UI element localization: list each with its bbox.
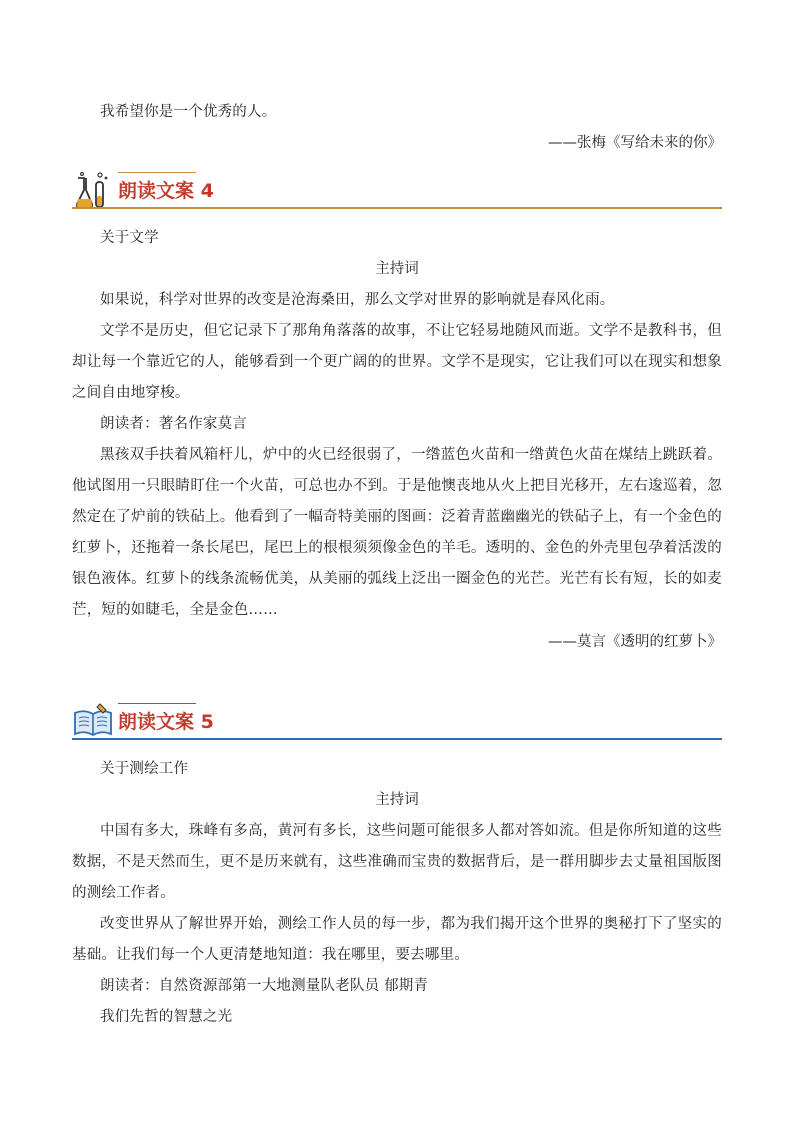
section-4-title: 朗读文案 4 (118, 180, 214, 202)
section-4-paragraph: 文学不是历史，但它记录下了那角角落落的故事，不让它轻易地随风而逝。文学不是教科书，但却让每一个靠近它的人，能够看到一个更广阔的的世界。文学不是现实，它让我们可以在现实和想象之间自由地穿梭。 (72, 323, 722, 401)
section-4-excerpt: 黑孩双手扶着风箱杆儿，炉中的火已经很弱了，一绺蓝色火苗和一绺黄色火苗在煤结上跳跃着。他试图用一只眼睛盯住一个火苗，可总也办不到。于是他懊丧地从火上把目光移开，左右逡巡着，忽然定在了炉前的铁砧上。他看到了一幅奇特美丽的图画：泛着青蓝幽幽光的铁砧子上，有一个金色的红萝卜，还拖着一条长尾巴，尾巴上的根根须须像金色的羊毛。透明的、金色的外壳里包孕着活泼的银色液体。红萝卜的线条流畅优美，从美丽的弧线上泛出一圈金色的光芒。光芒有长有短，长的如麦芒，短的如睫毛，全是金色…… (72, 447, 722, 618)
attribution-top: ——张梅《写给未来的你》 (548, 135, 722, 151)
section-4-reader: 朗读者：著名作家莫言 (100, 416, 247, 432)
heading-rule (72, 207, 722, 209)
heading-rule (72, 738, 722, 740)
section-5-title: 朗读文案 5 (118, 711, 214, 733)
section-5-excerpt-title: 我们先哲的智慧之光 (100, 1009, 233, 1025)
section-5-paragraph: 中国有多大，珠峰有多高，黄河有多长，这些问题可能很多人都对答如流。但是你所知道的这些数据，不是天然而生，更不是历来就有，这些准确而宝贵的数据背后，是一群用脚步去丈量祖国版图的测绘工作者。 (72, 823, 722, 901)
section-5-heading (72, 701, 722, 747)
section-4-host-label: 主持词 (375, 261, 419, 277)
section-4-topic: 关于文学 (100, 230, 159, 246)
section-4-heading (72, 170, 722, 216)
section-5-host-label: 主持词 (375, 792, 419, 808)
chemistry-flasks-icon (72, 170, 114, 212)
heading-top-rule (118, 703, 196, 704)
section-5-topic: 关于测绘工作 (100, 761, 189, 777)
section-5-reader: 朗读者：自然资源部第一大地测量队老队员 郁期青 (100, 978, 429, 994)
open-book-icon (72, 701, 114, 743)
section-5-paragraph: 改变世界从了解世界开始，测绘工作人员的每一步，都为我们揭开这个世界的奥秘打下了坚实的基础。让我们每一个人更清楚地知道：我在哪里，要去哪里。 (72, 916, 722, 963)
section-4-paragraph: 如果说，科学对世界的改变是沧海桑田，那么文学对世界的影响就是春风化雨。 (100, 292, 615, 308)
heading-top-rule (118, 172, 196, 173)
closing-line: 我希望你是一个优秀的人。 (100, 104, 277, 120)
section-4-attribution: ——莫言《透明的红萝卜》 (548, 634, 722, 650)
